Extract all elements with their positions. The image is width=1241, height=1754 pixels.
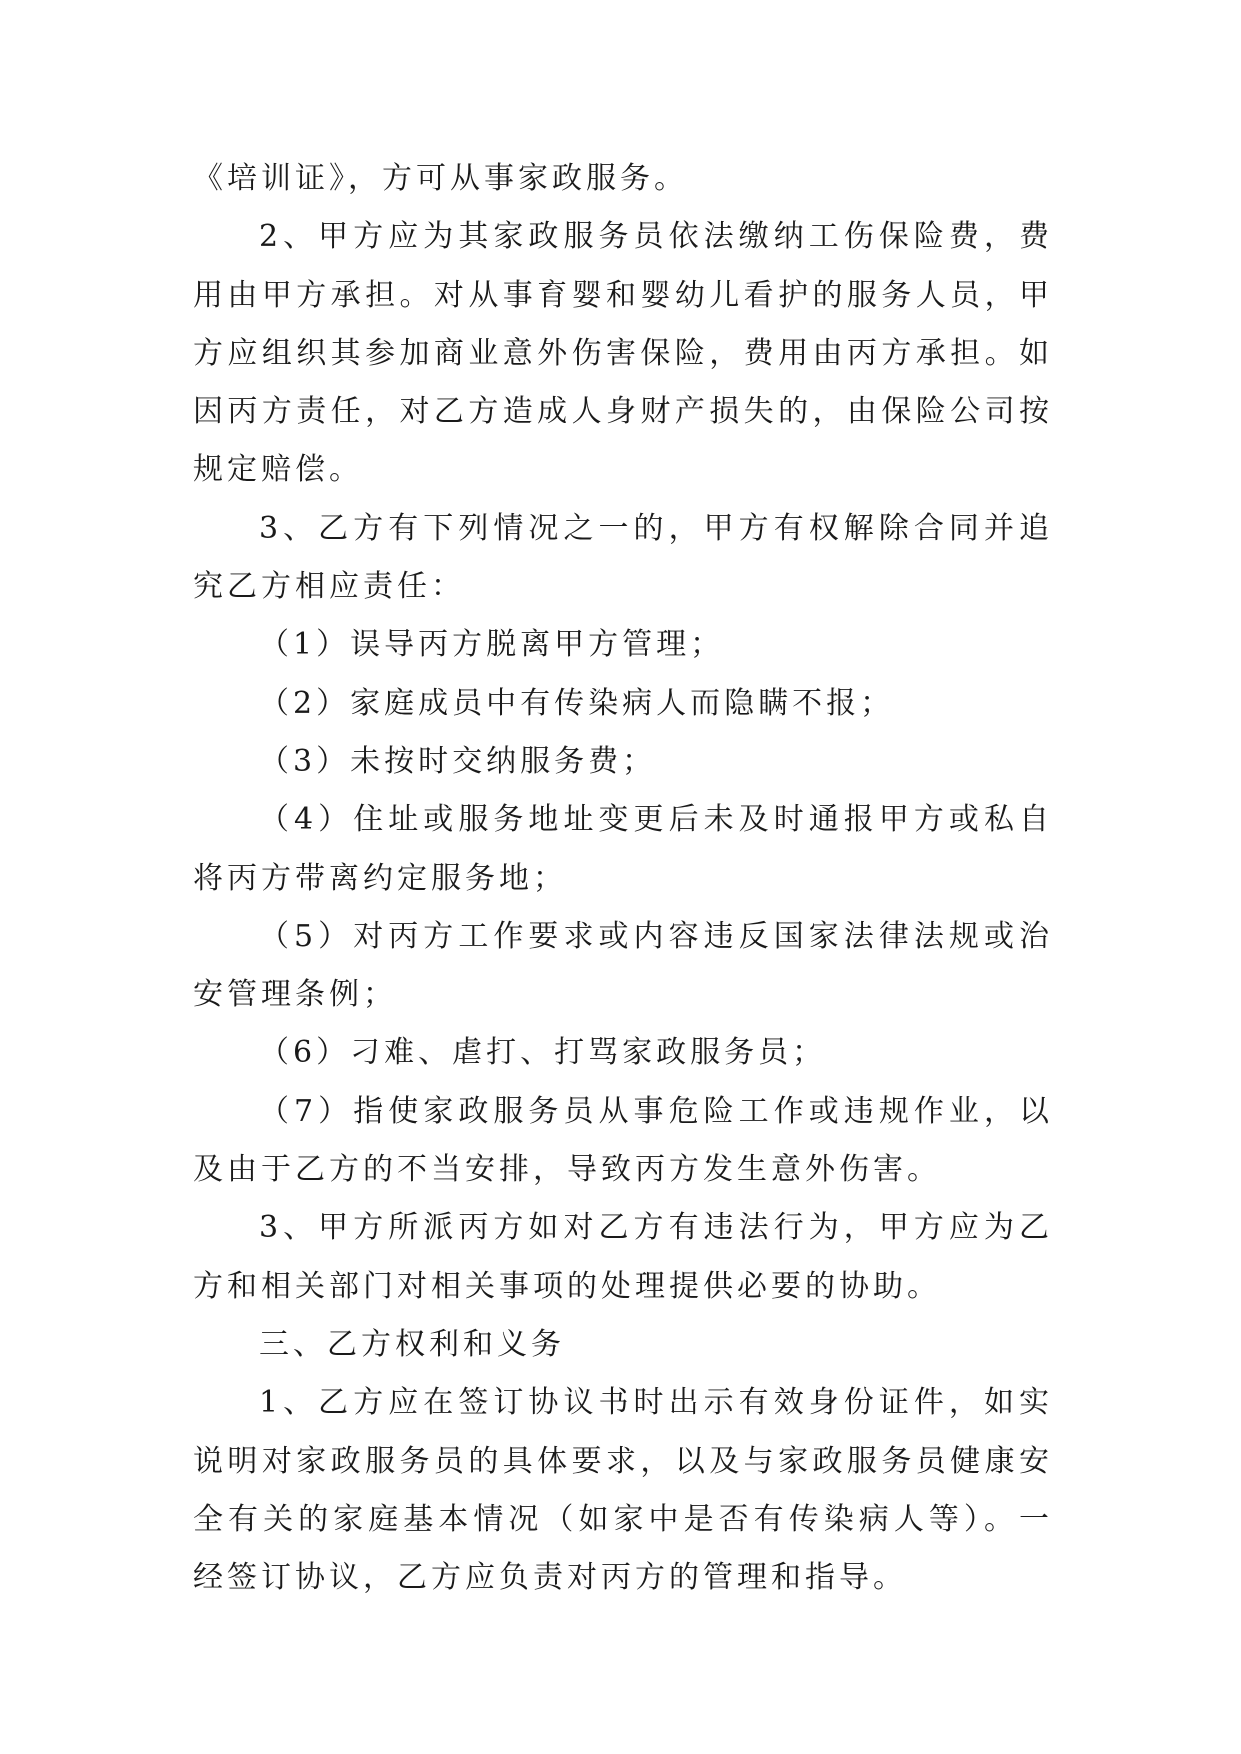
paragraph-injury-insurance: 2、甲方应为其家政服务员依法缴纳工伤保险费，费用由甲方承担。对从事育婴和婴幼儿看护的服务人员，甲方应组织其参加商业意外伤害保险，费用由丙方承担。如因丙方责任，对乙方造成人身财产损失的，由保险公司按规定赔偿。 bbox=[193, 219, 1053, 488]
paragraph-training-certificate: 《培训证》，方可从事家政服务。 bbox=[193, 161, 688, 196]
document-page bbox=[193, 150, 1053, 1607]
list-item-7: （7）指使家政服务员从事危险工作或违规作业，以及由于乙方的不当安排，导致丙方发生意外伤害。 bbox=[193, 1093, 1053, 1188]
paragraph-termination-rights: 3、乙方有下列情况之一的，甲方有权解除合同并追究乙方相应责任： bbox=[193, 510, 1053, 605]
list-item-4: （4）住址或服务地址变更后未及时通报甲方或私自将丙方带离约定服务地； bbox=[193, 802, 1053, 896]
paragraph-identity-documents: 1、乙方应在签订协议书时出示有效身份证件，如实说明对家政服务员的具体要求，以及与家政服务员健康安全有关的家庭基本情况（如家中是否有传染病人等）。一经签订协议，乙方应负责对丙方的管理和指导。 bbox=[193, 1385, 1053, 1596]
list-item-2: （2）家庭成员中有传染病人而隐瞒不报； bbox=[259, 685, 895, 721]
section-heading-party-b: 三、乙方权利和义务 bbox=[259, 1326, 565, 1362]
list-item-1: （1）误导丙方脱离甲方管理； bbox=[259, 627, 725, 663]
paragraph-assistance: 3、甲方所派丙方如对乙方有违法行为，甲方应为乙方和相关部门对相关事项的处理提供必要的协助。 bbox=[193, 1210, 1053, 1304]
list-item-3: （3）未按时交纳服务费； bbox=[259, 743, 657, 779]
list-item-5: （5）对丙方工作要求或内容违反国家法律法规或治安管理条例； bbox=[193, 918, 1053, 1013]
list-item-6: （6）刁难、虐打、打骂家政服务员； bbox=[259, 1035, 827, 1071]
